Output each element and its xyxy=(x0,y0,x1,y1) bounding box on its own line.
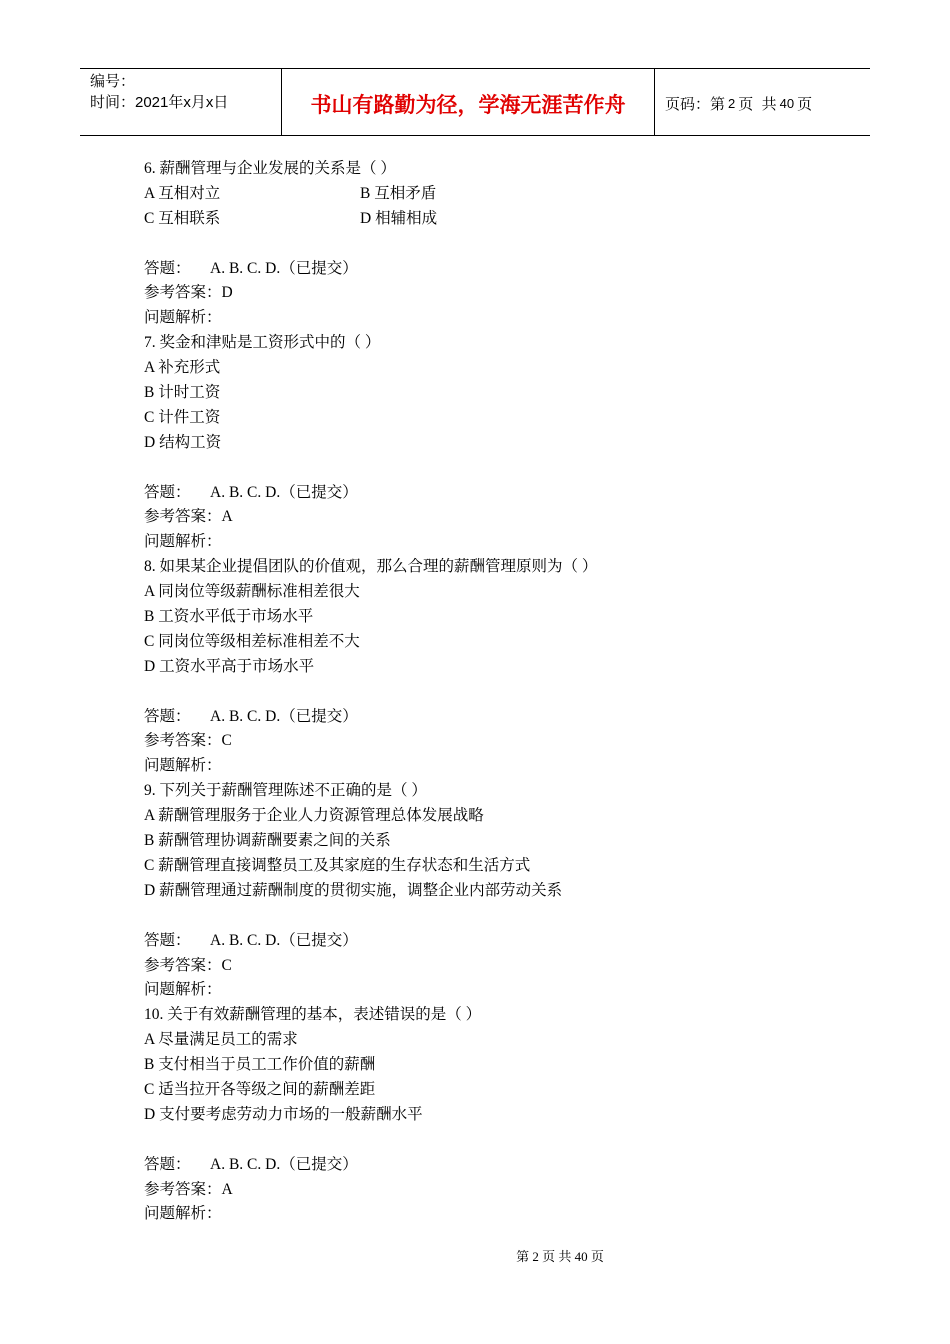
answer-line xyxy=(144,705,824,730)
question-9 xyxy=(144,779,824,1003)
header-motto: 书山有路勤为径，学海无涯苦作舟 xyxy=(282,69,655,135)
option-a: A 同岗位等级薪酬标准相差很大 xyxy=(144,583,360,601)
analysis-label: 问题解析： xyxy=(144,757,222,775)
option-d: D 支付要考虑劳动力市场的一般薪酬水平 xyxy=(144,1105,423,1123)
reference-answer: 参考答案：D xyxy=(144,284,233,302)
option-b: B 薪酬管理协调薪酬要素之间的关系 xyxy=(144,832,391,850)
answer-label: 答题： xyxy=(144,1155,191,1173)
answer-choices: A. B. C. D.（已提交） xyxy=(210,483,358,501)
option-c: C 薪酬管理直接调整员工及其家庭的生存状态和生活方式 xyxy=(144,856,531,874)
answer-label: 答题： xyxy=(144,707,191,725)
page-number: 2 xyxy=(728,95,736,111)
answer-line xyxy=(144,481,824,506)
question-list xyxy=(144,157,824,1227)
question-stem: 10. 关于有效薪酬管理的基本，表述错误的是（ ） xyxy=(144,1006,482,1024)
answer-line xyxy=(144,929,824,954)
option-a: A 尽量满足员工的需求 xyxy=(144,1031,298,1049)
answer-choices: A. B. C. D.（已提交） xyxy=(210,259,358,277)
analysis-label: 问题解析： xyxy=(144,1205,222,1223)
reference-answer: 参考答案：A xyxy=(144,1180,233,1198)
answer-choices: A. B. C. D.（已提交） xyxy=(210,1155,358,1173)
reference-answer: 参考答案：A xyxy=(144,508,233,526)
option-d: D 工资水平高于市场水平 xyxy=(144,657,315,675)
question-6 xyxy=(144,157,824,331)
answer-label: 答题： xyxy=(144,259,191,277)
question-10 xyxy=(144,1003,824,1227)
option-a: A 薪酬管理服务于企业人力资源管理总体发展战略 xyxy=(144,807,484,825)
option-d: D 相辅相成 xyxy=(360,209,438,227)
analysis-label: 问题解析： xyxy=(144,981,222,999)
question-stem: 9. 下列关于薪酬管理陈述不正确的是（ ） xyxy=(144,782,427,800)
option-a: A 补充形式 xyxy=(144,359,221,377)
answer-label: 答题： xyxy=(144,483,191,501)
reference-answer: 参考答案：C xyxy=(144,732,232,750)
option-b: B 互相矛盾 xyxy=(360,184,437,202)
analysis-label: 问题解析： xyxy=(144,309,222,327)
total-pages: 40 xyxy=(779,95,795,111)
option-c: C 互相联系 xyxy=(144,209,221,227)
question-stem: 7. 奖金和津贴是工资形式中的（ ） xyxy=(144,334,381,352)
option-a: A 互相对立 xyxy=(144,184,221,202)
analysis-label: 问题解析： xyxy=(144,533,222,551)
page-prefix: 页码：第 xyxy=(665,95,726,113)
number-label: 编号： xyxy=(90,73,136,90)
option-c: C 同岗位等级相差标准相差不大 xyxy=(144,632,360,650)
page-footer: 第 2 页 共 40 页 xyxy=(516,1249,604,1264)
option-d: D 薪酬管理通过薪酬制度的贯彻实施，调整企业内部劳动关系 xyxy=(144,881,563,899)
option-b: B 支付相当于员工工作价值的薪酬 xyxy=(144,1056,376,1074)
header-page-info xyxy=(655,69,870,135)
answer-choices: A. B. C. D.（已提交） xyxy=(210,707,358,725)
answer-line xyxy=(144,1153,824,1178)
question-7 xyxy=(144,331,824,555)
option-c: C 计件工资 xyxy=(144,408,221,426)
option-row xyxy=(144,207,824,232)
answer-line xyxy=(144,257,824,282)
page-mid: 页 共 xyxy=(738,95,777,113)
page-header xyxy=(80,68,870,136)
answer-choices: A. B. C. D.（已提交） xyxy=(210,931,358,949)
header-meta xyxy=(80,69,282,135)
option-b: B 计时工资 xyxy=(144,384,221,402)
page-suffix: 页 xyxy=(797,95,813,113)
question-stem: 8. 如果某企业提倡团队的价值观，那么合理的薪酬管理原则为（ ） xyxy=(144,558,598,576)
question-8 xyxy=(144,555,824,779)
question-stem: 6. 薪酬管理与企业发展的关系是（ ） xyxy=(144,160,396,177)
option-c: C 适当拉开各等级之间的薪酬差距 xyxy=(144,1080,376,1098)
answer-label: 答题： xyxy=(144,931,191,949)
time-label: 时间：2021年x月x日 xyxy=(90,94,229,111)
reference-answer: 参考答案：C xyxy=(144,956,232,974)
option-b: B 工资水平低于市场水平 xyxy=(144,608,314,626)
option-d: D 结构工资 xyxy=(144,433,222,451)
option-row xyxy=(144,182,824,207)
